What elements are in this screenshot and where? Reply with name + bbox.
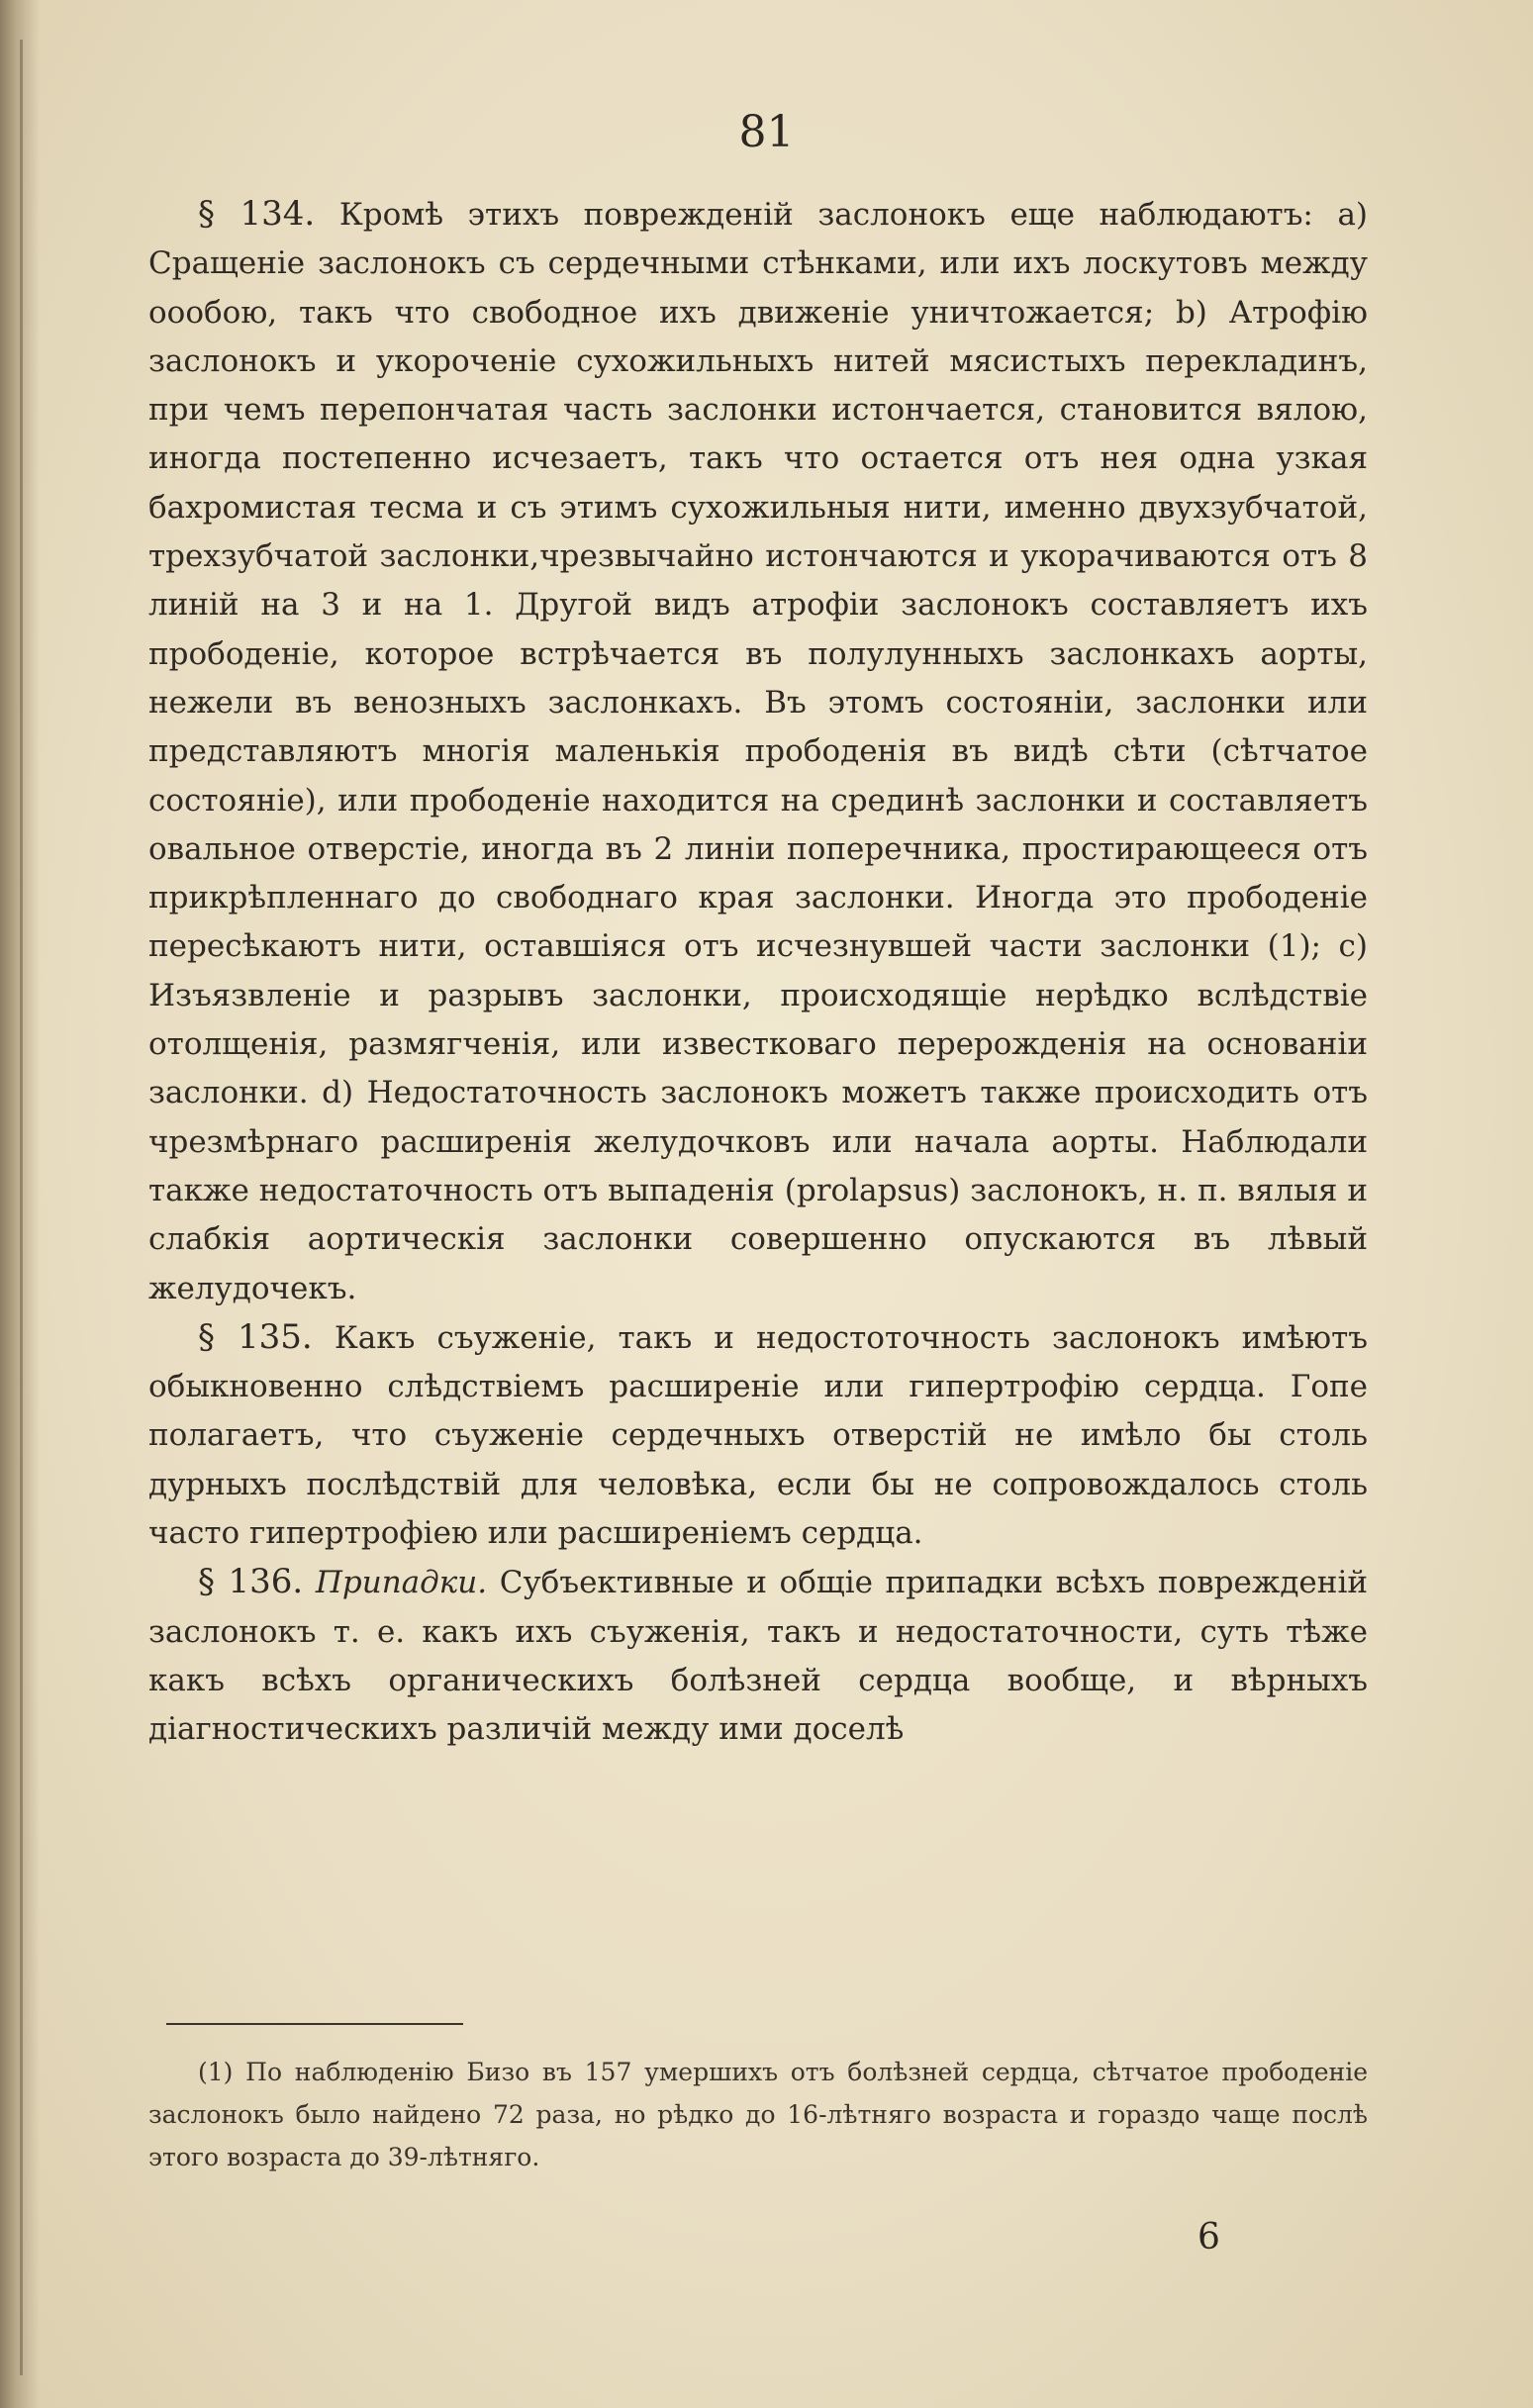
paragraph-text: Какъ съуженіе, такъ и недостоточность заслонокъ имѣютъ обыкновенно слѣдствіемъ расширеніе или гипертрофію сердца. Гопе полагаетъ, что съуженіе сердечныхъ отверстій не имѣло бы столь дурныхъ послѣдствій для человѣка, если бы не сопровождалось столь часто гипертрофіею или расширеніемъ сердца. [148,1319,1368,1552]
footnote-rule [166,2023,463,2025]
signature-mark: 6 [1198,2217,1220,2258]
section-number: § 136. [198,1562,304,1602]
page-number: 81 [738,107,795,157]
section-heading: Припадки. [315,1565,488,1601]
paragraph-134 [148,190,1368,1313]
section-number: § 135. [198,1316,313,1357]
paragraph-text: Кромѣ этихъ поврежденій заслонокъ еще наблюдаютъ: а) Сращеніе заслонокъ съ сердечными стѣнками, или ихъ лоскутовъ между оообою, такъ что свободное ихъ движеніе уничтожается; b) Атрофію заслонокъ и укороченіе сухожильныхъ нитей мясистыхъ перекладинъ, при чемъ перепончатая часть заслонки истончается, становится вялою, иногда постепенно исчезаетъ, такъ что остается отъ нея одна узкая бахромистая тесма и съ этимъ сухожильныя нити, именно двухзубчатой, трехзубчатой заслонки,чрезвычайно истончаются и укорачиваются отъ 8 линій на 3 и на 1. Другой видъ атрофіи заслонокъ составляетъ ихъ прободеніе, которое встрѣчается въ полулунныхъ заслонкахъ аорты, нежели въ венозныхъ заслонкахъ. Въ этомъ состояніи, заслонки или представляютъ многія маленькія прободенія въ видѣ сѣти (сѣтчатое состояніе), или прободеніе находится на срединѣ заслонки и составляетъ овальное отверстіе, иногда въ 2 линіи поперечника, простирающееся отъ прикрѣпленнаго до свободнаго края заслонки. Иногда это прободеніе пересѣкаютъ нити, оставшіяся отъ исчезнувшей части заслонки (1); c) Изъязвленіе и разрывъ заслонки, происходящіе нерѣдко вслѣдствіе отолщенія, размягченія, или известковаго перерожденія на основаніи заслонки. d) Недостаточность заслонокъ можетъ также происходить отъ чрезмѣрнаго расширенія желудочковъ или начала аорты. Наблюдали также недостаточность отъ выпаденія (prolapsus) заслонокъ, н. п. вялыя и слабкія аортическія заслонки совершенно опускаются въ лѣвый желудочекъ. [148,197,1369,1306]
paragraph-135 [148,1313,1368,1558]
paragraph-text: Субъективные и общіе припадки всѣхъ поврежденій заслонокъ т. е. какъ ихъ съуженія, такъ и недостаточности, суть тѣже какъ всѣхъ органическихъ болѣзней сердца вообще, и вѣрныхъ діагностическихъ различій между ими доселѣ [148,1565,1369,1748]
main-text [148,190,1368,1755]
footnote-text: (1) По наблюденію Бизо въ 157 умершихъ отъ болѣзней сердца, сѣтчатое прободеніе заслонокъ было найдено 72 раза, но рѣдко до 16-лѣтняго возраста и гораздо чаще послѣ этого возраста до 39-лѣтняго. [148,2058,1368,2171]
footnote [148,2051,1368,2178]
binding-line [20,40,23,2375]
section-number: § 134. [198,194,316,234]
paragraph-136 [148,1558,1368,1754]
